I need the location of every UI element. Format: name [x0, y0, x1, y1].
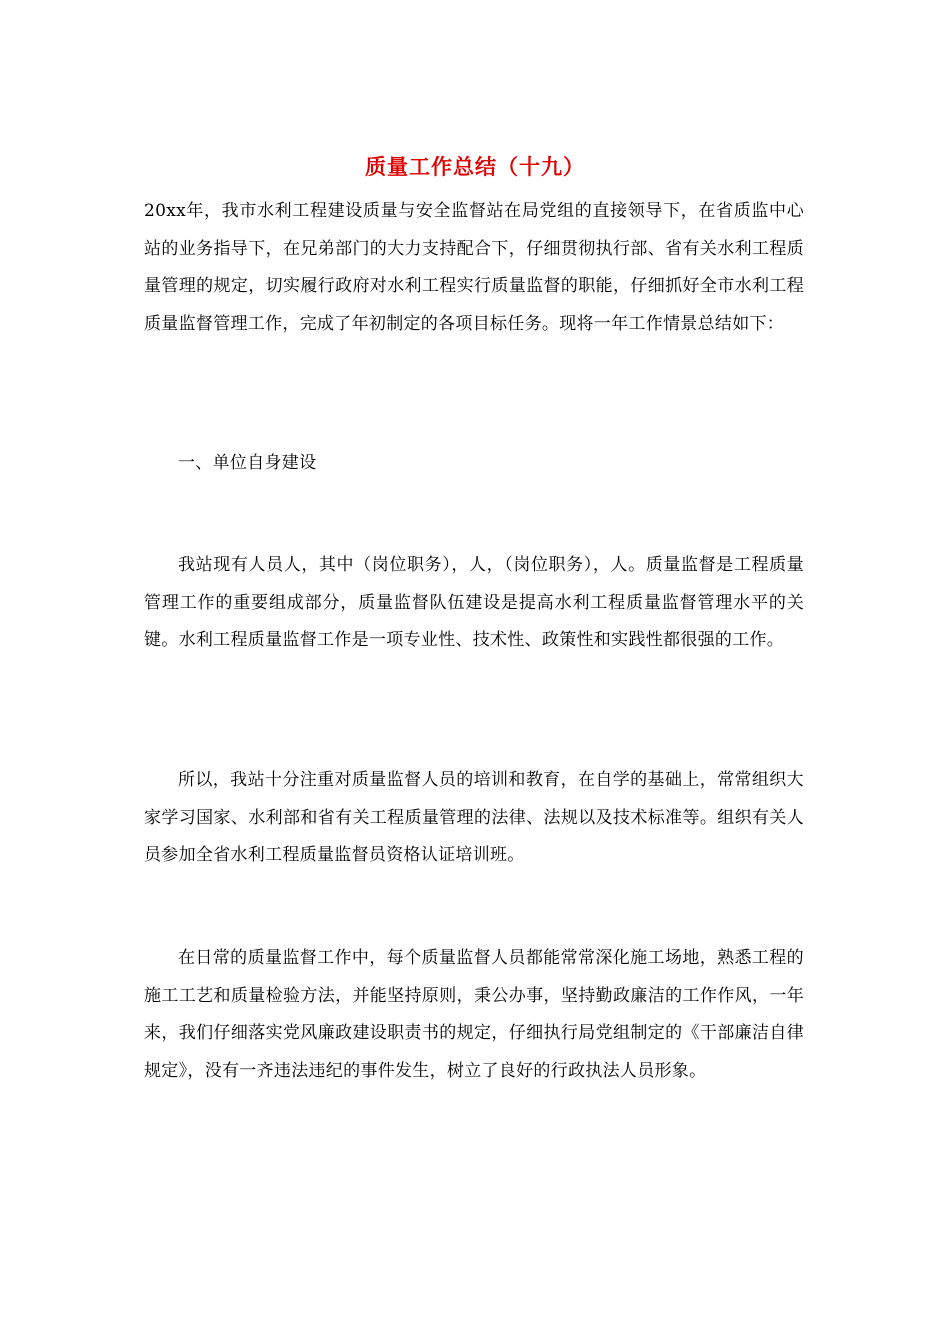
body-paragraph: 我站现有人员人，其中（岗位职务），人，（岗位职务），人。质量监督是工程质量管理工作的重要组成部分，质量监督队伍建设是提高水利工程质量监督管理水平的关键。水利工程质量监督工作是一项专业性、技术性、政策性和实践性都很强的工作。 — [144, 555, 804, 650]
document-title: 质量工作总结（十九） — [365, 154, 585, 179]
body-paragraph: 所以，我站十分注重对质量监督人员的培训和教育，在自学的基础上，常常组织大家学习国家、水利部和省有关工程质量管理的法律、法规以及技术标准等。组织有关人员参加全省水利工程质量监督员资格认证培训班。 — [144, 770, 804, 865]
intro-paragraph: 20xx年，我市水利工程建设质量与安全监督站在局党组的直接领导下，在省质监中心站的业务指导下，在兄弟部门的大力支持配合下，仔细贯彻执行部、省有关水利工程质量管理的规定，切实履行政府对水利工程实行质量监督的职能，仔细抓好全市水利工程质量监督管理工作，完成了年初制定的各项目标任务。现将一年工作情景总结如下： — [144, 201, 804, 334]
section-heading: 一、单位自身建设 — [178, 453, 317, 473]
body-paragraph: 在日常的质量监督工作中，每个质量监督人员都能常常深化施工场地，熟悉工程的施工工艺和质量检验方法，并能坚持原则，秉公办事，坚持勤政廉洁的工作作风，一年来，我们仔细落实党风廉政建设职责书的规定，仔细执行局党组制定的《干部廉洁自律规定》，没有一齐违法违纪的事件发生，树立了良好的行政执法人员形象。 — [144, 948, 804, 1081]
